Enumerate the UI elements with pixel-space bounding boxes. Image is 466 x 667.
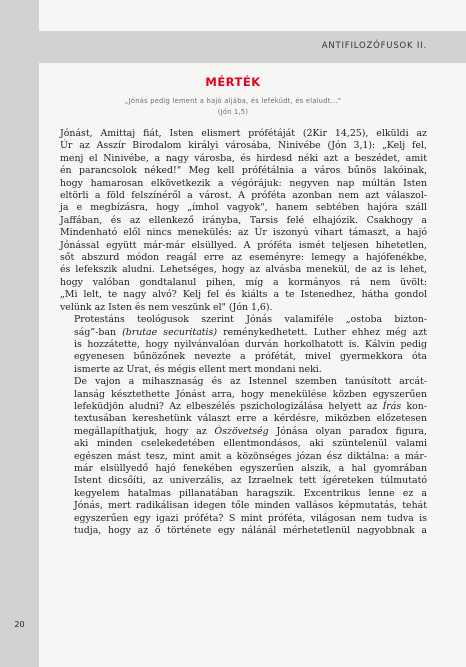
paragraph-3: [60, 376, 427, 537]
text-line: megállapíthatjuk, hogy az Ószövetség Jónása olyan paradox figura,: [74, 425, 427, 437]
text-line: textusában kereshetünk választ erre a kérdésre, miközben előzetesen: [74, 413, 427, 425]
text-line: aki minden cselekedetében ellentmondásos, aki szüntelenül valami: [74, 438, 427, 450]
text-line: Mindenható elől nincs menekülés: az Úr iszonyú vihart támaszt, a hajó: [60, 227, 427, 239]
text-line: hogy hamarosan elkövetkezik a végórájuk: negyven nap múltán Isten: [60, 177, 427, 189]
text-line: ság”-ban (brutae securitatis) reménykedhetett. Luther ehhez még azt: [74, 326, 427, 338]
text-line: velünk az Isten és nem veszünk el" (Jón 1,6).: [60, 301, 273, 313]
text-line: és lefekszik aludni. Lehetséges, hogy az alvásba menekül, de az is lehet,: [60, 264, 427, 276]
text-line: én parancsolok néked!" Meg kell prófétálnia a város bűnös lakóinak,: [60, 165, 427, 177]
text-line: ismerte az Urat, és mégis ellent mert mondani neki.: [74, 363, 322, 375]
paragraph-1: [60, 128, 427, 314]
text-line: Protestáns teológusok szerint Jónás valamiféle „ostoba bizton-: [74, 314, 427, 326]
text-line: tudja, hogy az ő története egy nálánál mérhetetlenül nagyobbnak a: [74, 525, 427, 536]
text-line: egyszerűen egy igazi próféta? S mint próféta, világosan nem tudva is: [74, 512, 427, 524]
text-line: lanság késztethette Jónást arra, hogy menekülése közben egyszerűen: [74, 388, 427, 400]
paragraph-2: [60, 314, 427, 376]
text-line: lefeküdjön aludni? Az elbeszélés pszichologizálása helyett az Írás kon-: [74, 400, 428, 412]
text-line: ja e megbízásra, hogy „ímhol vagyok", hanem sebtében hajóra száll: [60, 202, 427, 214]
text-line: Istent dicsőíti, az univerzális, az Izraelnek tett ígéreteken túlmutató: [74, 475, 427, 487]
text-line: egészen mást tesz, mint amit a közönséges józan ész diktálna: a már-: [74, 450, 427, 462]
body-text: [60, 128, 427, 537]
text-line: egyenesen bűnözőnek nevezte a prófétát, mivel gyermekkora óta: [74, 351, 427, 363]
epigraph-citation: (Jón 1,5): [217, 108, 249, 116]
text-line: eltörli a föld felszínéről a várost. A próféta azonban nem azt válaszol-: [60, 190, 427, 202]
text-line: Jaffában, és az ellenkező irányba, Tarsis felé elhajózik. Csakhogy a: [60, 214, 427, 226]
chapter-title: MÉRTÉK: [205, 75, 261, 89]
page-gutter: [0, 0, 39, 667]
text-line: sőt abszurd módon reagál erre az eseményre: lemegy a hajófenékbe,: [60, 252, 427, 264]
text-line: Jónást, Amittaj fiát, Isten elismert prófétáját (2Kir 14,25), elküldi az: [60, 128, 427, 139]
text-line: kegyelem hatalmas pillanatában haragszik. Excentrikus lenne ez a: [74, 487, 427, 499]
text-line: „Mi lelt, te nagy alvó? Kelj fel és kiálts a te Istenedhez, hátha gondol: [60, 289, 427, 301]
text-line: De vajon a mihasznaság és az Istennel szemben tanúsított arcát-: [74, 376, 427, 388]
running-head: ANTIFILOZÓFUSOK II.: [321, 41, 427, 51]
text-line: már elsüllyedő hajó fenekében egyszerűen alszik, a hal gyomrában: [74, 462, 427, 474]
text-line: is hozzátette, hogy nyilvánvalóan durván horkolhatott is. Kálvin pedig: [74, 338, 427, 350]
text-line: Úr az Asszír Birodalom királyi városába, Ninivébe (Jón 3,1): „Kelj fel,: [60, 140, 427, 152]
text-line: Jónás, mert radikálisan idegen tőle minden vallásos képmutatás, tehát: [74, 500, 427, 512]
text-line: Jónással együtt már-már elsüllyed. A próféta ismét teljesen hihetetlen,: [60, 239, 427, 251]
epigraph-quote: „Jónás pedig lement a hajó aljába, és lefeküdt, és elaludt...": [124, 97, 342, 105]
text-line: hogy valóban gondtalanul pihen, míg a kormányos rá nem üvölt:: [60, 276, 427, 288]
text-line: menj el Ninivébe, a nagy városba, és hirdesd néki azt a beszédet, amit: [60, 152, 427, 164]
page-number: 20: [14, 620, 25, 629]
